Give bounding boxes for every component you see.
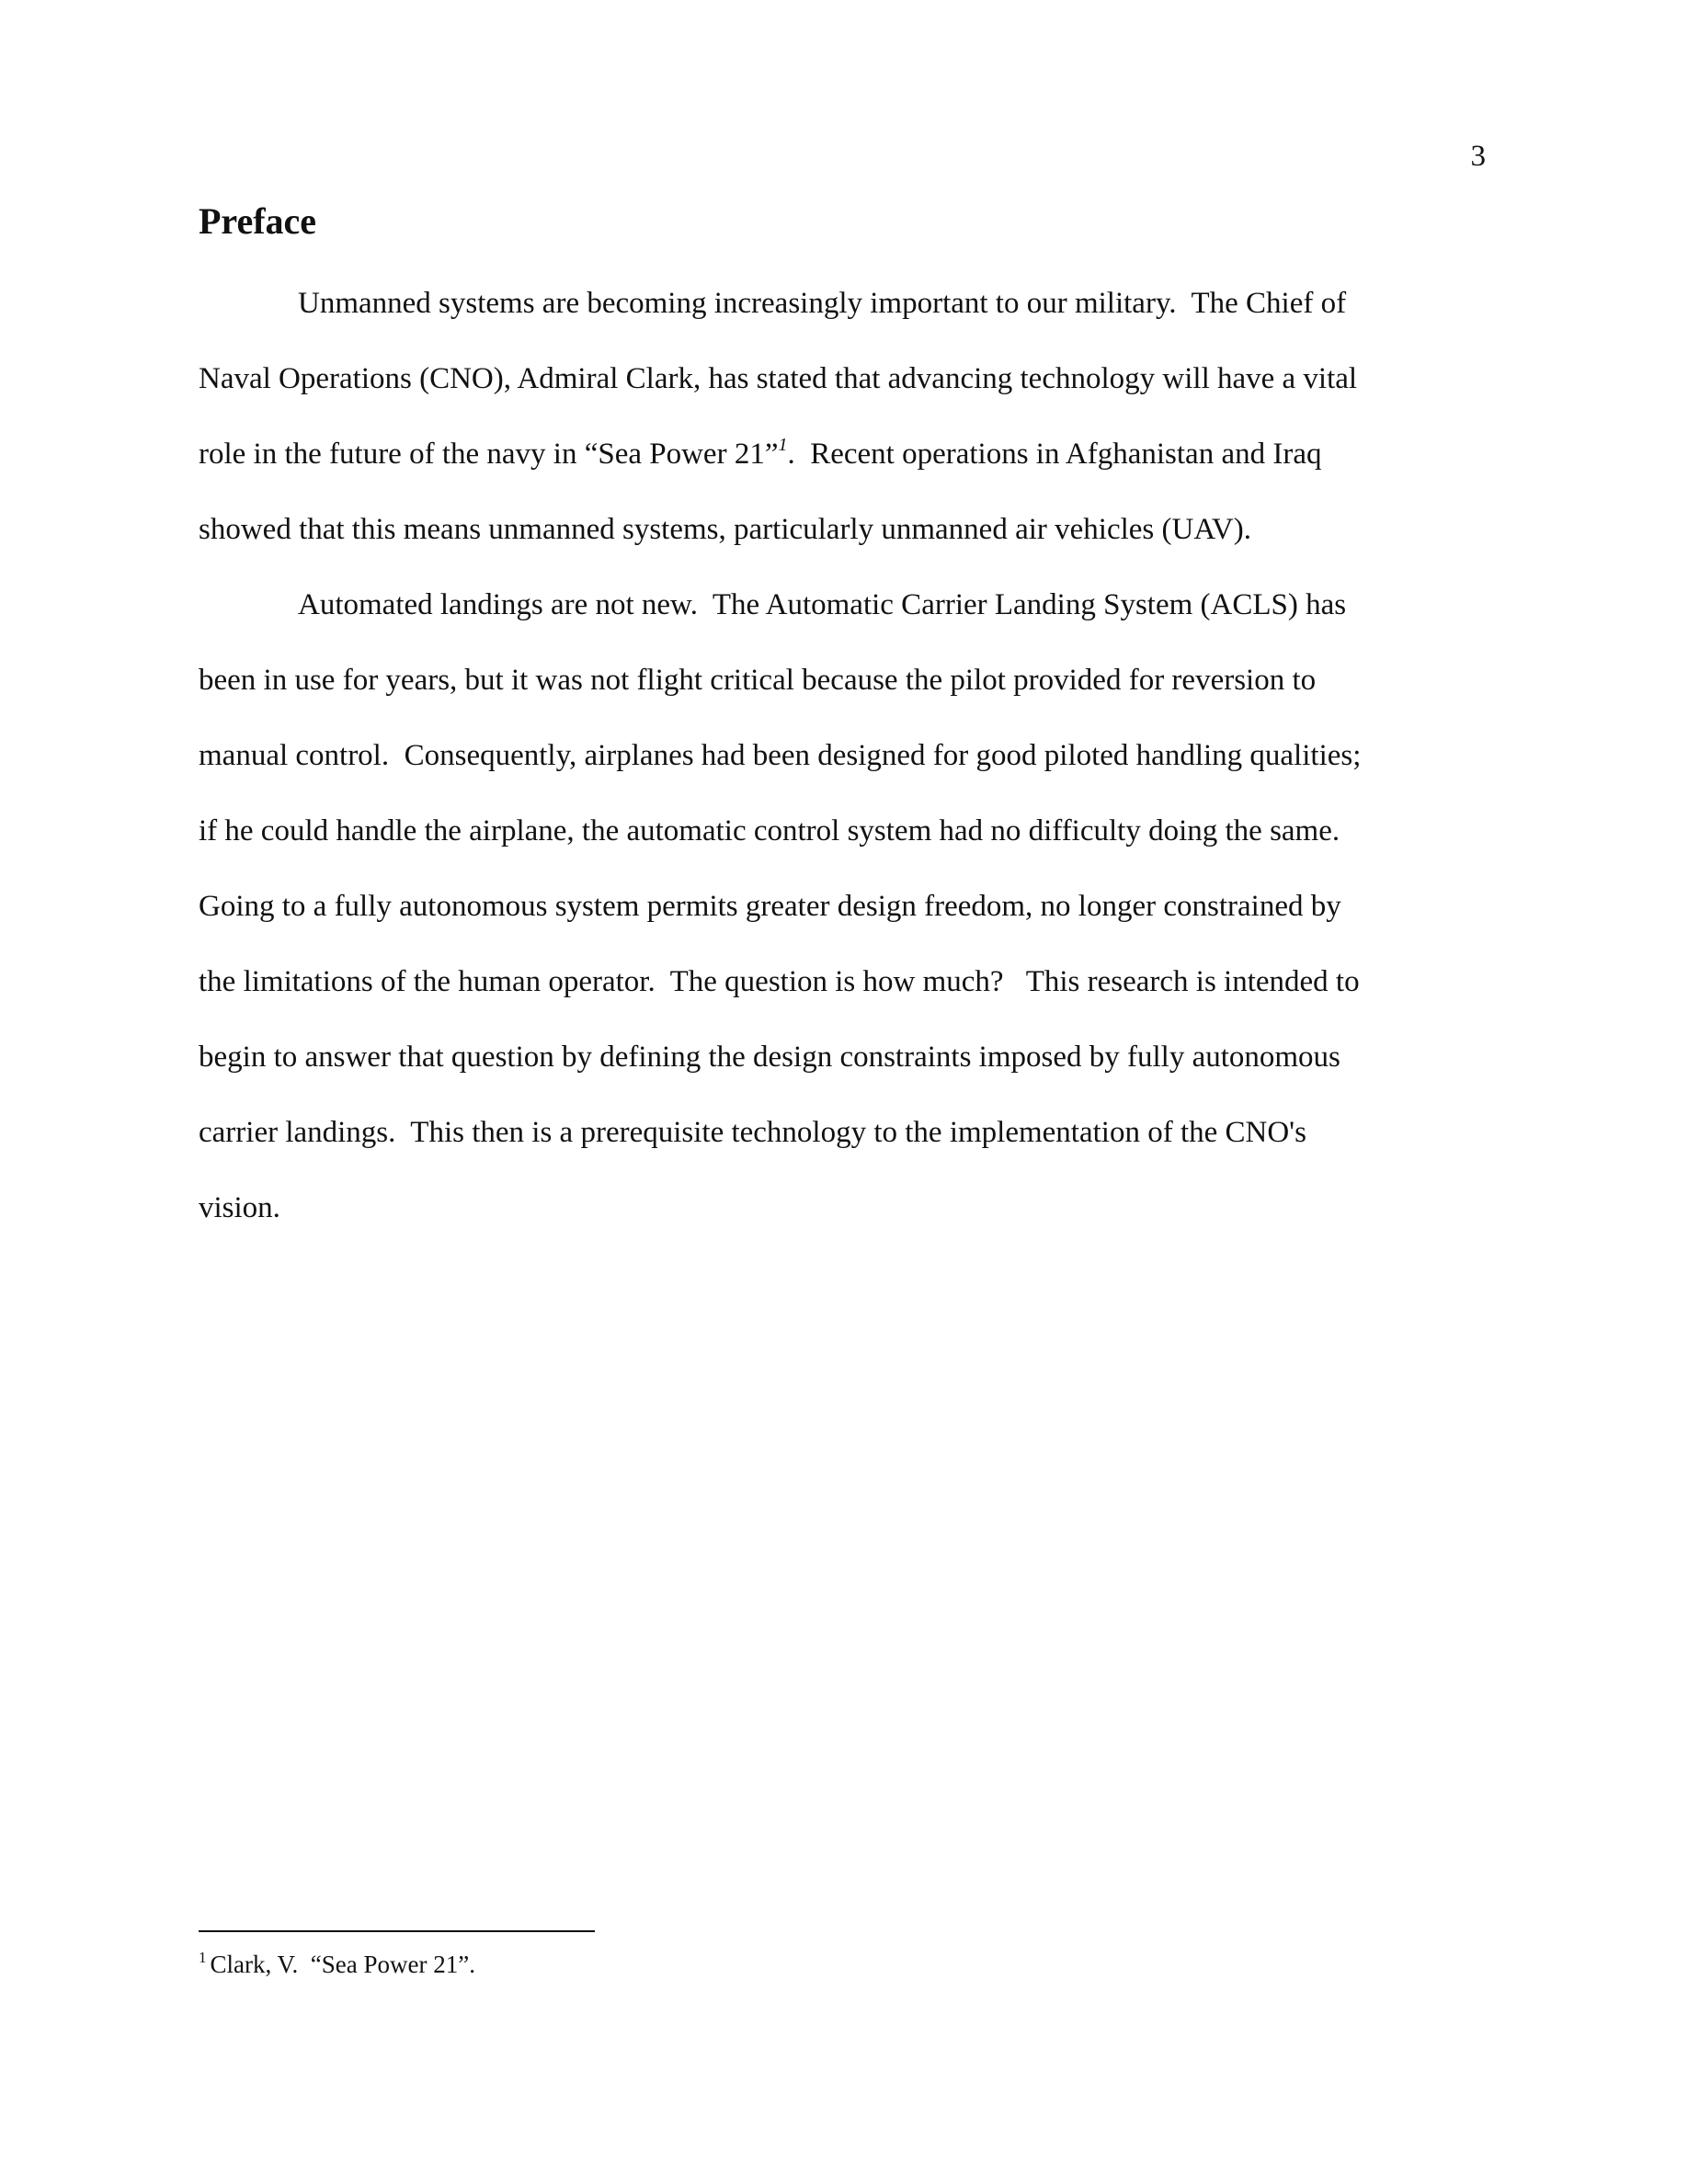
paragraph-line: manual control. Consequently, airplanes had been designed for good piloted handling qualities;	[199, 739, 1362, 772]
paragraph-line: Going to a fully autonomous system permits greater design freedom, no longer constrained by	[199, 890, 1341, 923]
line-text: . Recent operations in Afghanistan and Iraq	[787, 438, 1322, 471]
paragraph-line: showed that this means unmanned systems, particularly unmanned air vehicles (UAV).	[199, 513, 1251, 546]
footnote-separator	[199, 1930, 595, 1932]
paragraph-line: been in use for years, but it was not flight critical because the pilot provided for reversion to	[199, 664, 1317, 697]
page-number: 3	[1470, 140, 1486, 173]
paragraph-line	[199, 436, 1321, 476]
paragraph-line: Automated landings are not new. The Automatic Carrier Landing System (ACLS) has	[298, 588, 1347, 621]
paragraph-line: Naval Operations (CNO), Admiral Clark, has stated that advancing technology will have a vital	[199, 362, 1358, 395]
line-text: role in the future of the navy in “Sea Power 21”	[199, 438, 779, 471]
paragraph-line: begin to answer that question by defining the design constraints imposed by fully autonomous	[199, 1041, 1340, 1074]
footnote-mark: 1	[199, 1949, 207, 1966]
footnote-reference[interactable]: 1	[778, 435, 788, 455]
footnote-text: Clark, V. “Sea Power 21”.	[210, 1951, 475, 1978]
paragraph-line: Unmanned systems are becoming increasingly important to our military. The Chief of	[298, 287, 1347, 320]
paragraph-line: carrier landings. This then is a prerequisite technology to the implementation of the CNO's	[199, 1116, 1306, 1149]
paragraph-line: if he could handle the airplane, the automatic control system had no difficulty doing the same.	[199, 814, 1340, 847]
section-heading: Preface	[199, 200, 317, 242]
paragraph-line: the limitations of the human operator. The question is how much? This research is intended to	[199, 965, 1360, 998]
paragraph-line: vision.	[199, 1191, 280, 1224]
footnote	[199, 1949, 475, 1984]
